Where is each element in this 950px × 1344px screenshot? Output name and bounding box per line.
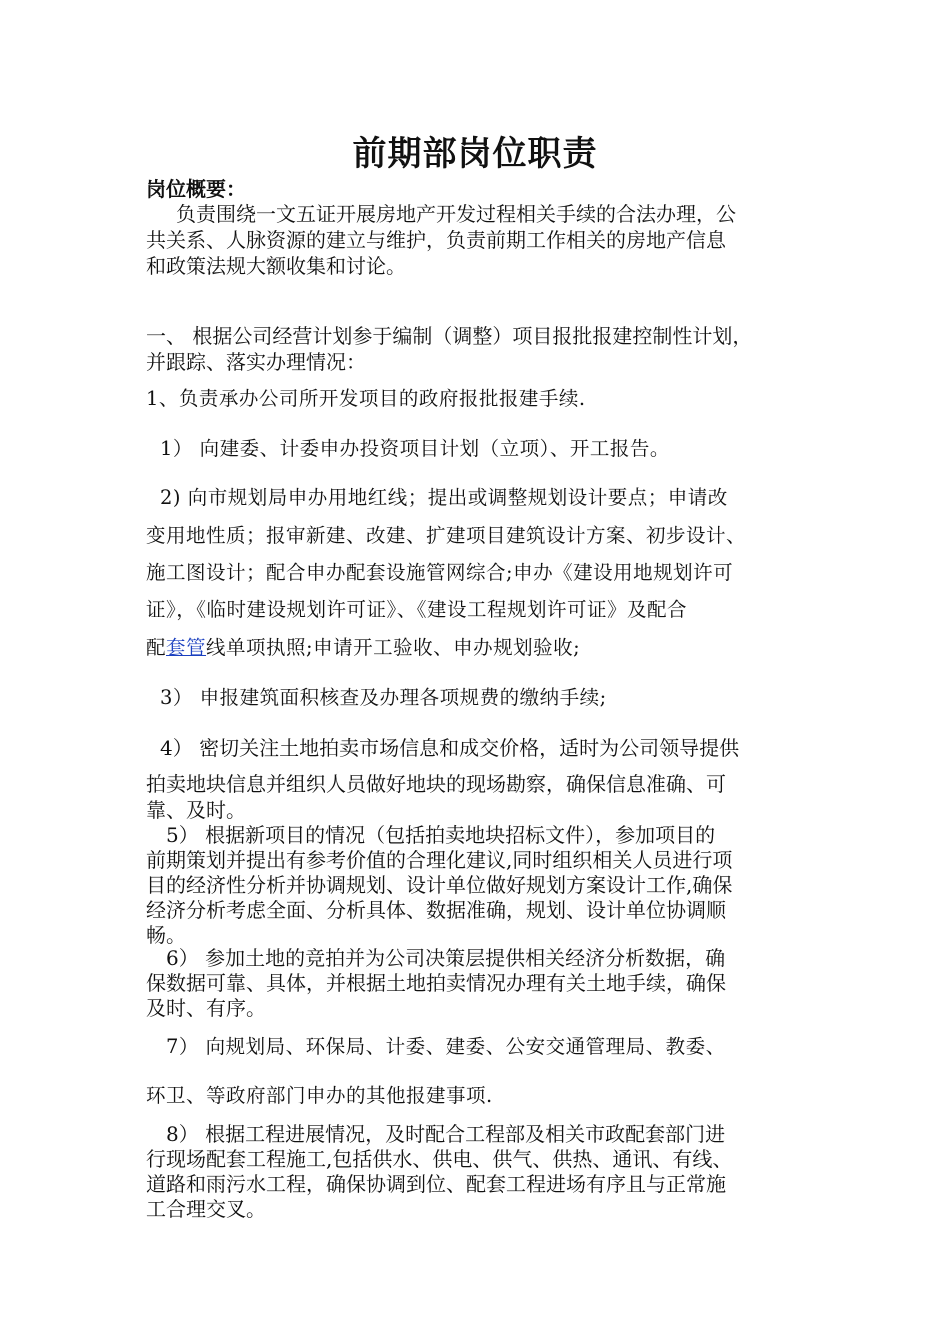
item-2-suffix: 线单项执照;申请开工验收、申办规划验收;	[206, 636, 581, 659]
section-heading-cont: 并跟踪、落实办理情况：	[146, 350, 366, 374]
item-5-line: 5） 根据新项目的情况（包括拍卖地块招标文件），参加项目的	[166, 823, 716, 847]
item-7-line: 环卫、等政府部门申办的其他报建事项.	[146, 1084, 493, 1107]
item-5-line: 畅。	[146, 923, 186, 947]
responsibility-main: 1、负责承办公司所开发项目的政府报批报建手续.	[146, 387, 586, 410]
item-2-line: 2) 向市规划局申办用地红线；提出或调整规划设计要点；申请改	[160, 486, 728, 509]
item-4-line: 拍卖地块信息并组织人员做好地块的现场勘察，确保信息准确、可	[146, 772, 726, 796]
overview-line: 负责围绕一文五证开展房地产开发过程相关手续的合法办理，公	[176, 202, 736, 226]
item-8-line: 道路和雨污水工程，确保协调到位、配套工程进场有序且与正常施	[146, 1172, 726, 1196]
item-8-line: 工合理交叉。	[146, 1197, 266, 1221]
item-2-line: 变用地性质；报审新建、改建、扩建项目建筑设计方案、初步设计、	[146, 524, 747, 547]
item-5-line: 前期策划并提出有参考价值的合理化建议,同时组织相关人员进行项	[146, 848, 733, 872]
item-6-line: 及时、有序。	[146, 996, 266, 1020]
item-2-last-line	[146, 635, 580, 661]
item-8-line: 8） 根据工程进展情况，及时配合工程部及相关市政配套部门进	[166, 1122, 726, 1146]
item-2-line: 施工图设计；配合申办配套设施管网综合;申办《建设用地规划许可	[146, 561, 734, 584]
item-1: 1） 向建委、计委申办投资项目计划（立项）、开工报告。	[160, 437, 670, 460]
section-heading: 一、 根据公司经营计划参于编制（调整）项目报批报建控制性计划，	[146, 324, 753, 348]
item-2-line: 证》，《临时建设规划许可证》、《建设工程规划许可证》及配合	[146, 598, 688, 621]
item-7-line: 7） 向规划局、环保局、计委、建委、公安交通管理局、教委、	[166, 1035, 726, 1058]
item-8-line: 行现场配套工程施工,包括供水、供电、供气、供热、通讯、有线、	[146, 1147, 733, 1171]
item-4-line: 靠、及时。	[146, 798, 246, 822]
item-6-line: 保数据可靠、具体，并根据土地拍卖情况办理有关土地手续，确保	[146, 971, 726, 995]
casing-pipe-link[interactable]: 套管	[166, 636, 207, 659]
overview-heading: 岗位概要：	[146, 177, 246, 201]
overview-line: 和政策法规大额收集和讨论。	[146, 254, 406, 278]
overview-line: 共关系、人脉资源的建立与维护，负责前期工作相关的房地产信息	[146, 228, 726, 252]
item-5-line: 目的经济性分析并协调规划、设计单位做好规划方案设计工作,确保	[146, 873, 733, 897]
item-5-line: 经济分析考虑全面、分析具体、数据准确，规划、设计单位协调顺	[146, 898, 726, 922]
item-3: 3） 申报建筑面积核查及办理各项规费的缴纳手续;	[160, 686, 607, 709]
item-2-prefix: 配	[146, 636, 167, 659]
item-6-line: 6） 参加土地的竞拍并为公司决策层提供相关经济分析数据，确	[166, 946, 726, 970]
item-4-line: 4） 密切关注土地拍卖市场信息和成交价格，适时为公司领导提供	[160, 736, 740, 760]
page-title: 前期部岗位职责	[352, 134, 598, 174]
